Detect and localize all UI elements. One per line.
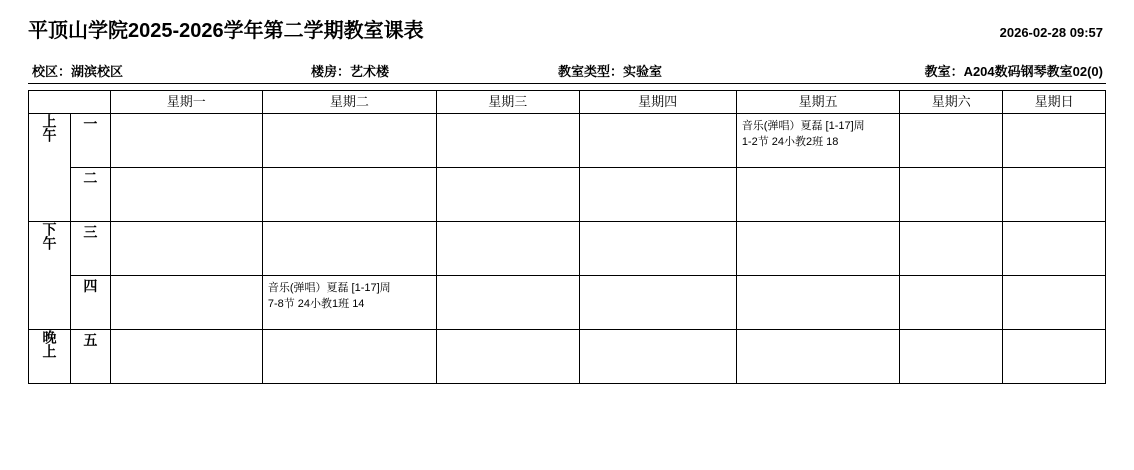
cell-p5-wednesday[interactable] <box>436 330 579 384</box>
table-row <box>29 330 1106 384</box>
cell-p2-wednesday[interactable] <box>436 168 579 222</box>
period-label-2: 二 <box>70 168 110 222</box>
day-header-saturday: 星期六 <box>900 91 1003 114</box>
cell-p3-tuesday[interactable] <box>262 222 436 276</box>
section-label-afternoon <box>29 222 71 330</box>
cell-p5-thursday[interactable] <box>579 330 736 384</box>
cell-p3-monday[interactable] <box>110 222 262 276</box>
cell-p4-sunday[interactable] <box>1003 276 1106 330</box>
cell-p1-wednesday[interactable] <box>436 114 579 168</box>
cell-p4-thursday[interactable] <box>579 276 736 330</box>
datetime-stamp: 2026-02-28 09:57 <box>999 25 1103 40</box>
table-row <box>29 168 1106 222</box>
page-title: 平顶山学院2025-2026学年第二学期教室课表 <box>28 20 424 42</box>
cell-p4-monday[interactable] <box>110 276 262 330</box>
period-label-1: 一 <box>70 114 110 168</box>
cell-p3-thursday[interactable] <box>579 222 736 276</box>
table-corner-cell <box>29 91 111 114</box>
section-label-evening <box>29 330 71 384</box>
cell-p2-thursday[interactable] <box>579 168 736 222</box>
cell-p2-saturday[interactable] <box>900 168 1003 222</box>
title-row <box>28 0 1106 43</box>
table-row <box>29 114 1106 168</box>
cell-p3-sunday[interactable] <box>1003 222 1106 276</box>
cell-p5-sunday[interactable] <box>1003 330 1106 384</box>
course-entry-line-1: 音乐(弹唱）夏磊 [1-17]周 <box>741 120 865 132</box>
section-label-evening-text: 晚上 <box>41 330 58 358</box>
cell-p4-wednesday[interactable] <box>436 276 579 330</box>
cell-p2-monday[interactable] <box>110 168 262 222</box>
cell-p5-friday[interactable] <box>736 330 900 384</box>
cell-p2-friday[interactable] <box>736 168 900 222</box>
course-entry-line-2: 7-8节 24小教1班 14 <box>267 297 365 310</box>
building-label: 楼房：艺术楼 <box>311 64 390 79</box>
cell-p1-saturday[interactable] <box>900 114 1003 168</box>
course-entry[interactable] <box>263 276 436 313</box>
cell-p4-tuesday[interactable] <box>262 276 436 330</box>
meta-row <box>28 59 1106 84</box>
period-label-5: 五 <box>70 330 110 384</box>
course-entry-line-1: 音乐(弹唱）夏磊 [1-17]周 <box>267 282 391 294</box>
day-header-thursday: 星期四 <box>579 91 736 114</box>
schedule-table <box>28 90 1106 384</box>
cell-p5-tuesday[interactable] <box>262 330 436 384</box>
table-row <box>29 276 1106 330</box>
cell-p2-sunday[interactable] <box>1003 168 1106 222</box>
period-label-3: 三 <box>70 222 110 276</box>
cell-p3-friday[interactable] <box>736 222 900 276</box>
day-header-sunday: 星期日 <box>1003 91 1106 114</box>
day-header-tuesday: 星期二 <box>262 91 436 114</box>
cell-p3-saturday[interactable] <box>900 222 1003 276</box>
day-header-friday: 星期五 <box>736 91 900 114</box>
course-entry-line-2: 1-2节 24小教2班 18 <box>741 135 839 148</box>
cell-p1-sunday[interactable] <box>1003 114 1106 168</box>
day-header-wednesday: 星期三 <box>436 91 579 114</box>
cell-p1-monday[interactable] <box>110 114 262 168</box>
cell-p4-friday[interactable] <box>736 276 900 330</box>
course-entry[interactable] <box>737 114 900 151</box>
cell-p4-saturday[interactable] <box>900 276 1003 330</box>
cell-p3-wednesday[interactable] <box>436 222 579 276</box>
section-label-morning <box>29 114 71 222</box>
cell-p5-monday[interactable] <box>110 330 262 384</box>
section-label-afternoon-text: 下午 <box>41 222 58 250</box>
cell-p1-thursday[interactable] <box>579 114 736 168</box>
day-header-monday: 星期一 <box>110 91 262 114</box>
period-label-4: 四 <box>70 276 110 330</box>
cell-p1-tuesday[interactable] <box>262 114 436 168</box>
cell-p5-saturday[interactable] <box>900 330 1003 384</box>
section-label-morning-text: 上午 <box>41 114 58 142</box>
table-row <box>29 222 1106 276</box>
room-label: 教室：A204数码钢琴教室02(0) <box>924 64 1103 79</box>
cell-p2-tuesday[interactable] <box>262 168 436 222</box>
room-type-label: 教室类型：实验室 <box>558 64 663 79</box>
campus-label: 校区：湖滨校区 <box>32 64 124 79</box>
table-header-row <box>29 91 1106 114</box>
cell-p1-friday[interactable] <box>736 114 900 168</box>
